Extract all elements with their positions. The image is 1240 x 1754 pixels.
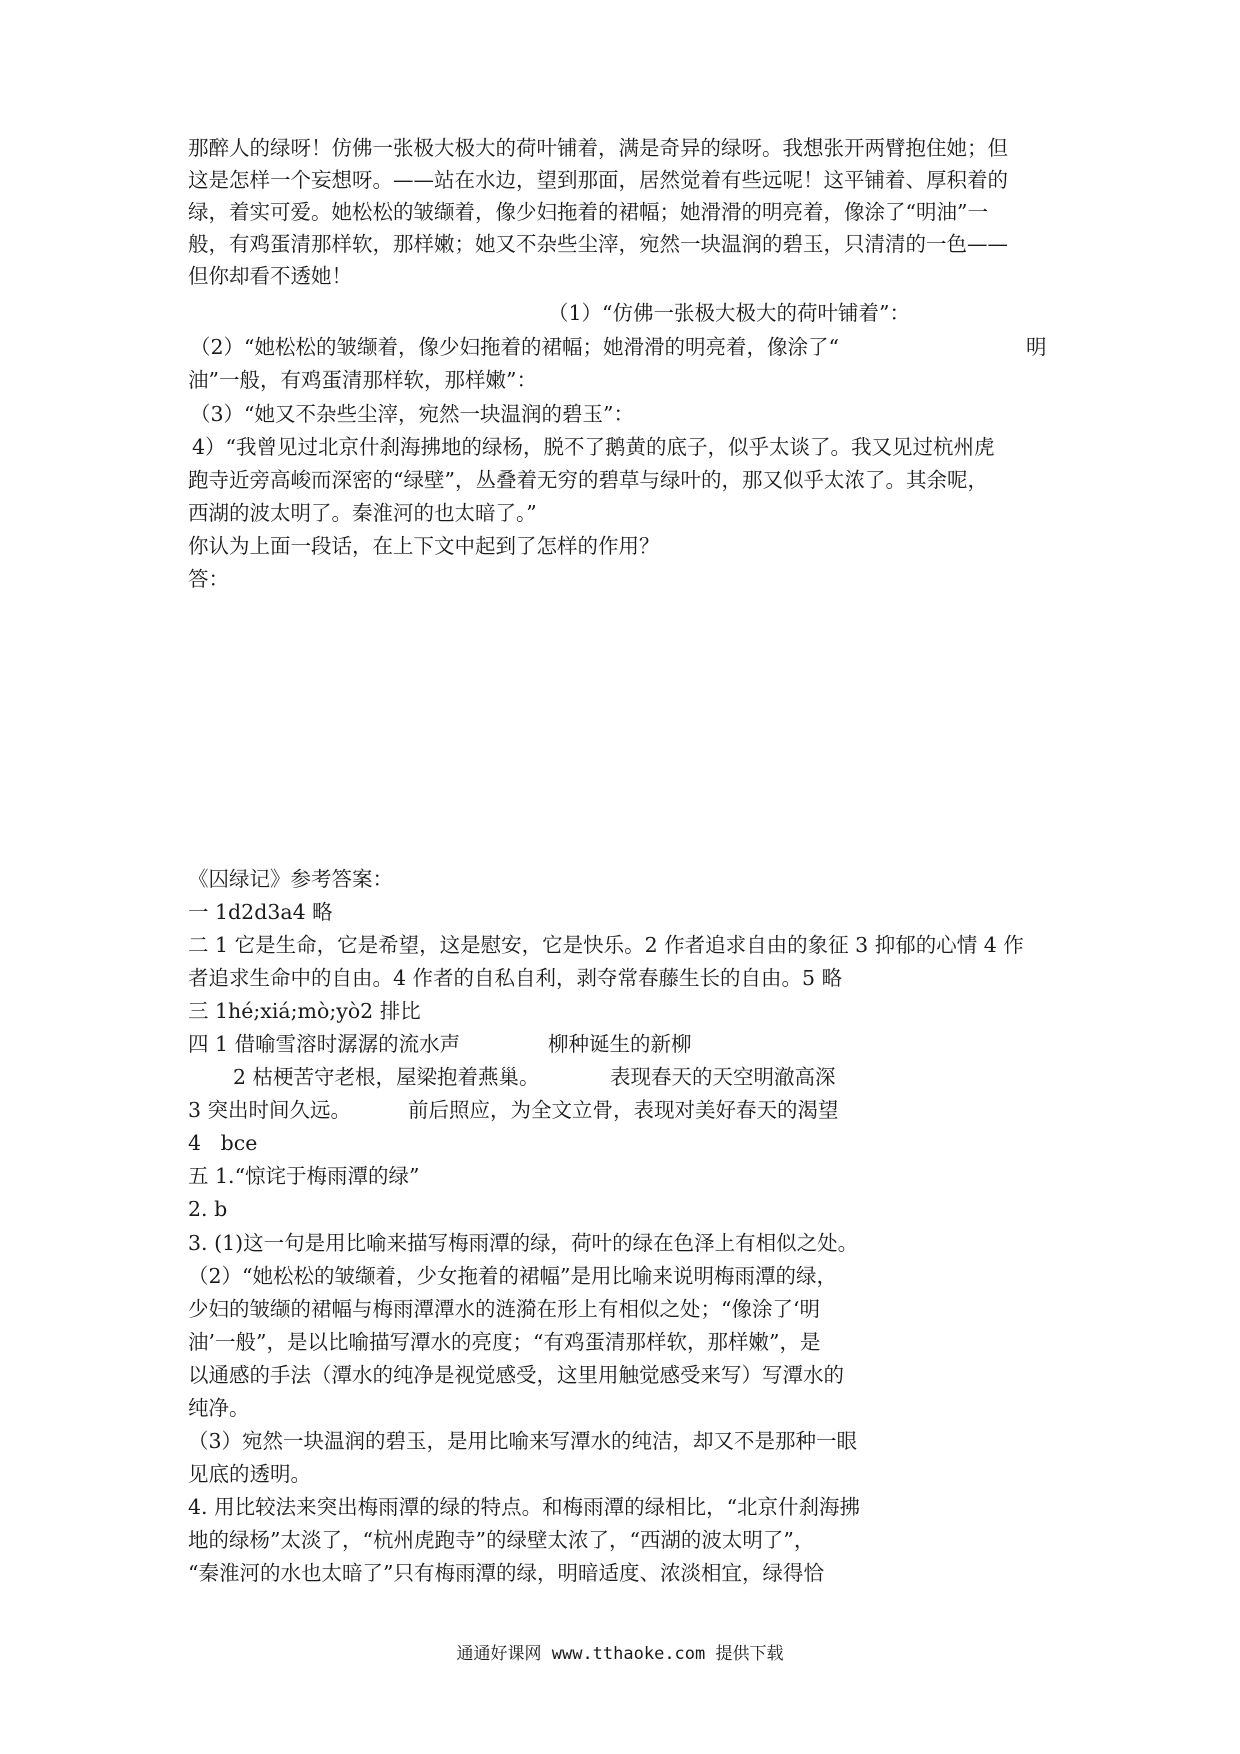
passage-line: 这是怎样一个妄想呀。——站在水边，望到那面，居然觉着有些远呢！这平铺着、厚积着的 (188, 168, 1008, 192)
question-1: （1）“仿佛一张极大极大的荷叶铺着”： (548, 301, 911, 325)
answer-label: 答： (188, 567, 229, 591)
page-footer: 通通好课网 www.tthaoke.com 提供下载 (456, 1644, 784, 1664)
answer-line: （3）宛然一块温润的碧玉，是用比喻来写潭水的纯洁，却又不是那种一眼 (188, 1429, 858, 1453)
answer-line: 纯净。 (188, 1396, 250, 1420)
answer-line: 2 枯梗苦守老根，屋梁抱着燕巢。 (233, 1065, 540, 1089)
question-4-cont: 跑寺近旁高峻而深密的“绿壁”，丛叠着无穷的碧草与绿叶的，那又似乎太浓了。其余呢， (188, 468, 988, 492)
answer-line: 见底的透明。 (188, 1462, 311, 1486)
passage-line: 般，有鸡蛋清那样软，那样嫩；她又不杂些尘滓，宛然一块温润的碧玉，只清清的一色—— (188, 232, 1008, 256)
question-4-prompt: 你认为上面一段话，在上下文中起到了怎样的作用？ (188, 534, 660, 558)
answer-line: 3. (1)这一句是用比喻来描写梅雨潭的绿，荷叶的绿在色泽上有相似之处。 (188, 1231, 859, 1255)
answer-line: 少妇的皱缬的裙幅与梅雨潭潭水的涟漪在形上有相似之处；“像涂了‘明 (188, 1297, 820, 1321)
passage-line: 那醉人的绿呀！仿佛一张极大极大的荷叶铺着，满是奇异的绿呀。我想张开两臂抱住她；但 (188, 136, 1008, 160)
answer-line: 者追求生命中的自由。4 作者的自私自利，剥夺常春藤生长的自由。5 略 (188, 966, 843, 990)
answer-line: 地的绿杨”太淡了，“杭州虎跑寺”的绿壁太浓了，“西湖的波太明了”， (188, 1528, 815, 1552)
answer-line: 柳种诞生的新柳 (548, 1032, 692, 1056)
answer-line: 二 1 它是生命，它是希望，这是慰安，它是快乐。2 作者追求自由的象征 3 抑郁的心情 4 作 (188, 933, 1024, 957)
answer-line: “秦淮河的水也太暗了”只有梅雨潭的绿，明暗适度、浓淡相宜，绿得恰 (188, 1561, 824, 1585)
answer-line: 4. 用比较法来突出梅雨潭的绿的特点。和梅雨潭的绿相比，“北京什刹海拂 (188, 1495, 861, 1519)
question-4-cont: 西湖的波太明了。秦淮河的也太暗了。” (188, 501, 537, 525)
answer-line: 三 1hé;xiá;mò;yò2 排比 (188, 999, 421, 1023)
answer-line: 油’一般”，是以比喻描写潭水的亮度；“有鸡蛋清那样软，那样嫩”，是 (188, 1330, 821, 1354)
question-2-cont: 油”一般，有鸡蛋清那样软，那样嫩”： (188, 368, 537, 392)
answer-line: （2）“她松松的皱缬着，少女拖着的裙幅”是用比喻来说明梅雨潭的绿， (188, 1264, 838, 1288)
answer-line: 五 1.“惊诧于梅雨潭的绿” (188, 1164, 420, 1188)
answer-line: 2. b (188, 1197, 228, 1221)
question-4: 4）“我曾见过北京什刹海拂地的绿杨，脱不了鹅黄的底子，似乎太谈了。我又见过杭州虎 (192, 435, 995, 459)
answer-line: 3 突出时间久远。 (188, 1098, 352, 1122)
answer-line: 以通感的手法（潭水的纯净是视觉感受，这里用触觉感受来写）写潭水的 (188, 1363, 844, 1387)
answer-line: 四 1 借喻雪溶时潺潺的流水声 (188, 1032, 461, 1056)
question-2: （2）“她松松的皱缬着，像少妇拖着的裙幅；她滑滑的明亮着，像涂了“ (190, 335, 840, 359)
passage-line: 绿，着实可爱。她松松的皱缬着，像少妇拖着的裙幅；她滑滑的明亮着，像涂了“明油”一 (188, 200, 988, 224)
question-2-tail: 明 (1026, 335, 1047, 359)
answer-line: 4 bce (188, 1131, 258, 1155)
answer-line: 一 1d2d3a4 略 (188, 900, 333, 924)
answer-line: 表现春天的天空明澈高深 (610, 1065, 836, 1089)
question-3: （3）“她又不杂些尘滓，宛然一块温润的碧玉”： (190, 402, 635, 426)
answer-line: 前后照应，为全文立骨，表现对美好春天的渴望 (408, 1098, 839, 1122)
answers-title: 《囚绿记》参考答案： (188, 867, 393, 891)
passage-line: 但你却看不透她！ (188, 264, 352, 288)
